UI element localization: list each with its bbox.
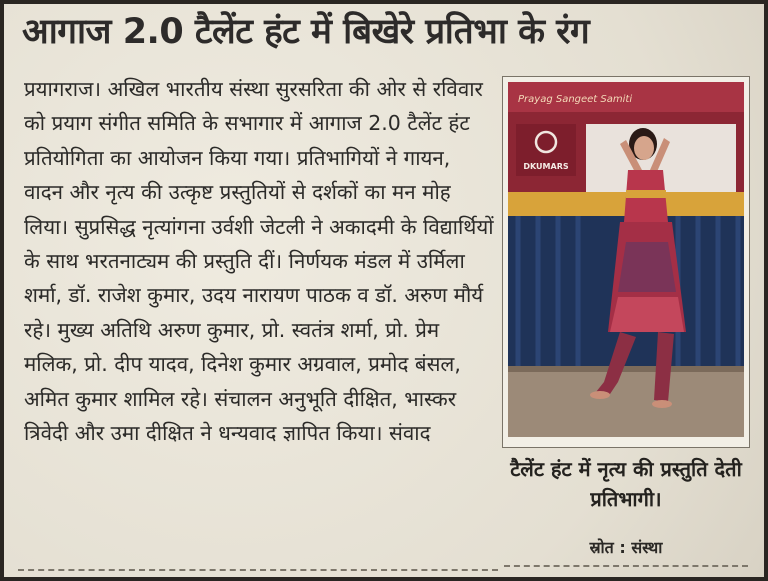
headline: आगाज 2.0 टैलेंट हंट में बिखेरे प्रतिभा के रंग xyxy=(22,12,590,52)
photo-logo-text: DKUMARS xyxy=(523,162,569,171)
dance-photo xyxy=(508,82,744,437)
newspaper-clipping xyxy=(4,4,764,577)
bottom-divider xyxy=(18,569,498,571)
source-divider xyxy=(504,565,748,567)
article-body: प्रयागराज। अखिल भारतीय संस्था सुरसरिता की ओर से रविवार को प्रयाग संगीत समिति के सभागार में आगाज 2.0 टैलेंट हंट प्रतियोगिता का आयोजन किया गया। प्रतिभागियों ने गायन, वादन और नृत्य की उत्कृष्ट प्रस्तुतियों से दर्शकों का मन मोह लिया। सुप्रसिद्ध नृत्यांगना उर्वशी जेटली ने अकादमी के विद्यार्थियों के साथ भरतनाट्यम की प्रस्तुति दीं। निर्णयक मंडल में उर्मिला शर्मा, डॉ. राजेश कुमार, उदय नारायण पाठक व डॉ. अरुण मौर्य रहे। मुख्य अतिथि अरुण कुमार, प्रो. स्वतंत्र शर्मा, प्रो. प्रेम मलिक, प्रो. दीप यादव, दिनेश कुमार अग्रवाल, प्रमोद बंसल, अमित कुमार शामिल रहे। संचालन अनुभूति दीक्षित, भास्कर त्रिवेदी और उमा दीक्षित ने धन्यवाद ज्ञापित किया। संवाद xyxy=(24,77,494,446)
photo-frame xyxy=(502,76,750,448)
photo-caption: टैलेंट हंट में नृत्य की प्रस्तुति देती प्रतिभागी। xyxy=(510,457,742,511)
photo-banner-text: Prayag Sangeet Samiti xyxy=(518,94,633,105)
dance-photo-illustration xyxy=(508,82,744,437)
photo-source: स्रोत : संस्था xyxy=(589,538,663,557)
